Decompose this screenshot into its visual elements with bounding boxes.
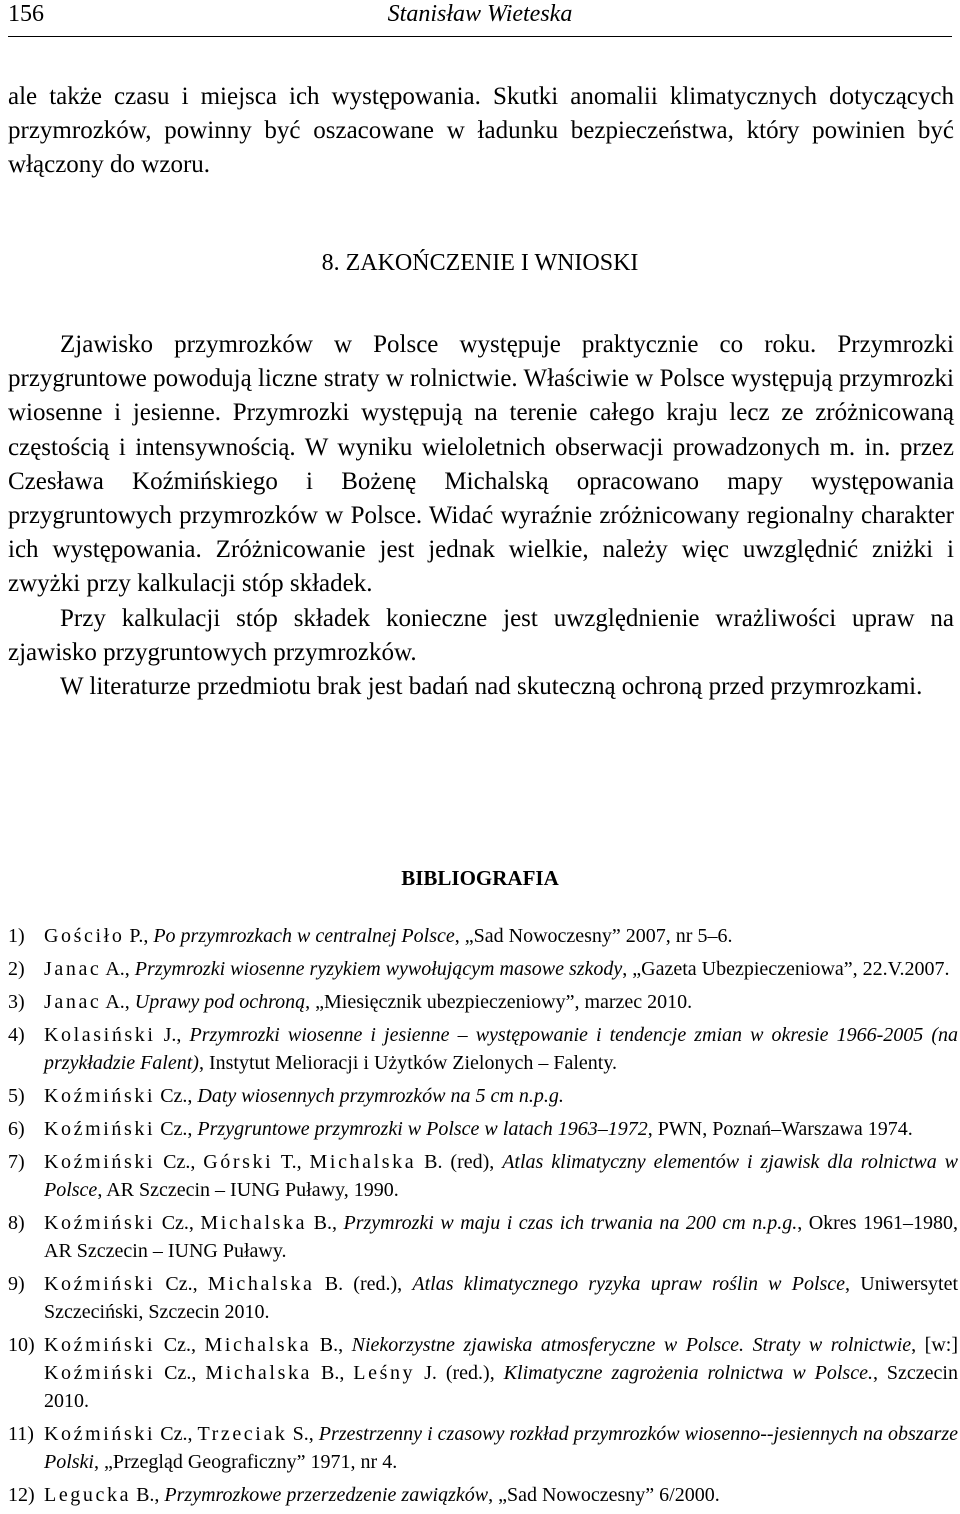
bibliography-list (8, 922, 958, 1514)
work-title: Klimatyczne zagrożenia rolnictwa w Polsce. (503, 1362, 873, 1384)
entry-text: Cz., (155, 1212, 201, 1234)
entry-text: P., (124, 925, 154, 947)
entry-text: , „Sad Nowoczesny” 6/2000. (488, 1484, 720, 1506)
entry-number: 8) (8, 1212, 25, 1234)
entry-text: , „Gazeta Ubezpieczeniowa”, 22.V.2007. (622, 958, 950, 980)
bibliography-entry (8, 1082, 958, 1110)
work-title: Przymrozki w maju i czas ich trwania na 200 cm n.p.g. (343, 1212, 798, 1234)
entry-text: A., (101, 958, 135, 980)
entry-text: B. (red), (416, 1151, 503, 1173)
entry-number: 10) (8, 1334, 35, 1356)
bibliography-entry (8, 922, 958, 950)
entry-text: , Uniwersytet Szczeciński, Szczecin 2010. (44, 1273, 959, 1323)
entry-text: A., (101, 991, 135, 1013)
intro-block (8, 80, 954, 183)
conclusion-block (8, 328, 954, 704)
conclusion-paragraph: W literaturze przedmiotu brak jest badań nad skuteczną ochroną przed przymrozkami. (60, 673, 923, 701)
entry-number: 5) (8, 1085, 25, 1107)
entry-number: 1) (8, 925, 25, 947)
entry-text: B., (312, 1362, 354, 1384)
entry-text: , Instytut Melioracji i Użytków Zielonych – Falenty. (198, 1052, 618, 1074)
running-title: Stanisław Wieteska (387, 1, 573, 27)
author-name: Koźmiński (44, 1273, 156, 1295)
bibliography-entry (8, 1148, 958, 1204)
entry-number: 11) (8, 1423, 34, 1445)
conclusion-paragraph: Przy kalkulacji stóp składek konieczne jest uwzględnienie wrażliwości upraw na zjawisko przygruntowych przymrozków. (8, 604, 954, 666)
entry-text: Cz., (155, 1273, 208, 1295)
entry-text: , [w:] (911, 1334, 958, 1356)
entry-text: , „Miesięcznik ubezpieczeniowy”, marzec 2010. (305, 991, 693, 1013)
page-number: 156 (8, 1, 44, 27)
author-name: Janac (44, 991, 102, 1013)
entry-text: , „Przegląd Geograficzny” 1971, nr 4. (94, 1451, 398, 1473)
work-title: Przygruntowe przymrozki w Polsce w latach 1963–1972 (197, 1118, 648, 1140)
entry-text: Cz., (155, 1085, 198, 1107)
entry-text: T., (273, 1151, 310, 1173)
bibliography-entry (8, 1021, 958, 1077)
author-name: Michalska (309, 1151, 417, 1173)
bibliography-entry (8, 1481, 958, 1509)
entry-text: Cz., (155, 1423, 198, 1445)
bibliography-entry (8, 1209, 958, 1265)
author-name: Koźmiński (44, 1151, 156, 1173)
author-name: Kolasiński (44, 1024, 156, 1046)
entry-number: 6) (8, 1118, 25, 1140)
author-name: Michalska (204, 1334, 312, 1356)
entry-number: 2) (8, 958, 25, 980)
work-title: Atlas klimatycznego ryzyka upraw roślin w Polsce (412, 1273, 846, 1295)
bibliography-heading: BIBLIOGRAFIA (401, 866, 559, 890)
author-name: Koźmiński (44, 1362, 156, 1384)
bibliography-entry (8, 1115, 958, 1143)
entry-text: B. (red.), (314, 1273, 413, 1295)
work-title: Daty wiosennych przymrozków na 5 cm n.p.g. (197, 1085, 564, 1107)
entry-text: , AR Szczecin – IUNG Puławy, 1990. (97, 1179, 399, 1201)
bibliography-entry (8, 955, 958, 983)
author-name: Michalska (200, 1212, 308, 1234)
author-name: Legucka (44, 1484, 132, 1506)
intro-paragraph: ale także czasu i miejsca ich występowania. Skutki anomalii klimatycznych dotyczących przymrozków, powinny być oszacowane w ładunku bezpieczeństwa, który powinien być włączony do wzoru. (8, 83, 954, 179)
author-name: Koźmiński (44, 1212, 156, 1234)
entry-number: 4) (8, 1024, 25, 1046)
entry-text: , Okres 1961–1980, AR Szczecin – IUNG Puławy. (44, 1212, 959, 1262)
entry-text: Cz., (155, 1118, 198, 1140)
author-name: Koźmiński (44, 1085, 156, 1107)
entry-text: B., (311, 1334, 352, 1356)
author-name: Michalska (205, 1362, 313, 1384)
bibliography-entry (8, 1331, 958, 1415)
entry-text: , „Sad Nowoczesny” 2007, nr 5–6. (454, 925, 733, 947)
bibliography-entry (8, 1420, 958, 1476)
work-title: Przestrzenny i czasowy rozkład przymrozków wiosenno--jesiennych na obszarze Polski (44, 1423, 959, 1473)
entry-text: Cz., (155, 1334, 205, 1356)
author-name: Michalska (207, 1273, 315, 1295)
entry-text: B., (131, 1484, 165, 1506)
conclusion-paragraph: Zjawisko przymrozków w Polsce występuje praktycznie co roku. Przymrozki przygruntowe powodują liczne straty w rolnictwie. Właściwie w Polsce występują przymrozki wiosenne i jesienne. Przymrozki występują na terenie całego kraju lecz ze zróżnicowaną częstością i intensywnością. W wyniku wieloletnich obserwacji prowadzonych m. in. przez Czesława Koźmińskiego i Bożenę Michalską opracowano mapy występowania przygruntowych przymrozków w Polsce. Widać wyraźnie zróżnicowany regionalny charakter ich występowania. Zróżnicowanie jest jednak wielkie, należy więc uwzględnić zniżki i zwyżki przy kalkulacji stóp składek. (8, 331, 954, 598)
author-name: Gościło (44, 925, 125, 947)
entry-number: 3) (8, 991, 25, 1013)
author-name: Koźmiński (44, 1334, 156, 1356)
author-name: Trzeciak (197, 1423, 288, 1445)
work-title: Po przymrozkach w centralnej Polsce (153, 925, 455, 947)
entry-text: Cz., (155, 1151, 204, 1173)
entry-number: 9) (8, 1273, 25, 1295)
author-name: Górski (203, 1151, 274, 1173)
author-name: Leśny (353, 1362, 416, 1384)
work-title: Przymrozki wiosenne i jesienne – występowanie i tendencje zmian w okresie 1966-2005 (na przykładzie Falent) (44, 1024, 958, 1074)
bibliography-entry (8, 988, 958, 1016)
running-header (8, 0, 952, 37)
entry-text: J. (red.), (415, 1362, 504, 1384)
work-title: Niekorzystne zjawiska atmosferyczne w Polsce. Straty w rolnictwie (351, 1334, 912, 1356)
entry-number: 12) (8, 1484, 35, 1506)
author-name: Janac (44, 958, 102, 980)
bibliography-entry (8, 1270, 958, 1326)
entry-text: , PWN, Poznań–Warszawa 1974. (647, 1118, 913, 1140)
work-title: Uprawy pod ochroną (134, 991, 306, 1013)
author-name: Koźmiński (44, 1423, 156, 1445)
entry-text: J., (155, 1024, 190, 1046)
section-heading: 8. ZAKOŃCZENIE I WNIOSKI (321, 250, 639, 276)
entry-number: 7) (8, 1151, 25, 1173)
entry-text: Cz., (155, 1362, 206, 1384)
author-name: Koźmiński (44, 1118, 156, 1140)
work-title: Atlas klimatyczny elementów i zjawisk dla rolnictwa w Polsce (44, 1151, 959, 1201)
entry-text: , Szczecin 2010. (44, 1362, 958, 1412)
entry-text: S., (287, 1423, 319, 1445)
work-title: Przymrozkowe przerzedzenie zawiązków (164, 1484, 489, 1506)
work-title: Przymrozki wiosenne ryzykiem wywołującym masowe szkody (134, 958, 623, 980)
entry-text: B., (307, 1212, 344, 1234)
